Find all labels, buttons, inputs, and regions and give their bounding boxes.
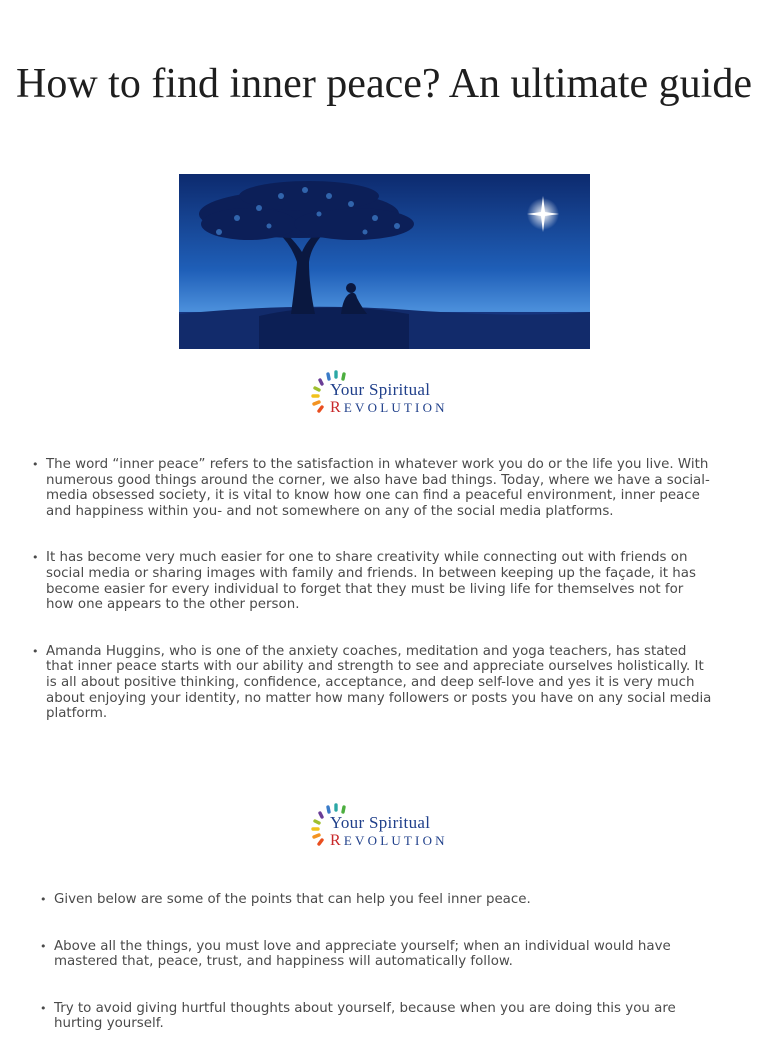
list-item: • Amanda Huggins, who is one of the anxiety coaches, meditation and yoga teachers, has stated that inner peace starts with our ability and strength to see and appreciate ourselves holistically. It is all about positive thinking, confidence, acceptance, and deep self-love and yes it is very much about enjoying your identity, no matter how many followers or posts you have on any social media platform. (32, 643, 712, 722)
bullet-text: Amanda Huggins, who is one of the anxiety coaches, meditation and yoga teachers, has stated that inner peace starts with our ability and strength to see and appreciate ourselves holistically. It is all about positive thinking, confidence, acceptance, and deep self-love and yes it is very much about enjoying your identity, no matter how many followers or posts you have on any social media platform. (46, 643, 712, 722)
bullet-text: The word “inner peace” refers to the satisfaction in whatever work you do or the life you live. With numerous good things around the corner, we also have bad things. Today, where we have a social-media obsessed society, it is vital to know how one can find a peaceful environment, inner peace and happiness within you- and not somewhere on any of the social media platforms. (46, 457, 710, 519)
bullet-text: It has become very much easier for one to share creativity while connecting out with friends on social media or sharing images with family and friends. In between keeping up the façade, it has become easier for every individual to forget that they must be living life for themselves not for how one appears to the other person. (46, 550, 696, 613)
logo-line-2: REVOLUTION (330, 399, 448, 416)
intro-bullet-list (32, 457, 714, 753)
list-item: • The word “inner peace” refers to the satisfaction in whatever work you do or the life you live. With numerous good things around the corner, we also have bad things. Today, where we have a social-media obsessed society, it is vital to know how one can find a peaceful environment, inner peace and happiness within you- and not somewhere on any of the social media platforms. (32, 457, 710, 519)
bullet-text: Above all the things, you must love and appreciate yourself; when an individual would have mastered that, peace, trust, and happiness will automatically follow. (54, 938, 671, 970)
list-item: • It has become very much easier for one to share creativity while connecting out with friends on social media or sharing images with family and friends. In between keeping up the façade, it has become easier for every individual to forget that they must be living life for themselves not for how one appears to the other person. (32, 550, 696, 613)
logo-line-2: REVOLUTION (330, 832, 448, 849)
bullet-text: Try to avoid giving hurtful thoughts about yourself, because when you are doing this you are hurting yourself. (54, 1000, 676, 1032)
list-item: • Try to avoid giving hurtful thoughts about yourself, because when you are doing this you are hurting yourself. (40, 1000, 676, 1032)
bullet-text: Given below are some of the points that can help you feel inner peace. (54, 892, 531, 907)
page-title: How to find inner peace? An ultimate guide (16, 61, 752, 107)
logo-line-1: Your Spiritual (330, 813, 431, 832)
tips-bullet-list (40, 892, 714, 1063)
your-spiritual-revolution-logo (310, 801, 470, 857)
meditation-tree-image (179, 174, 590, 349)
list-item: • Given below are some of the points that can help you feel inner peace. (40, 892, 531, 907)
list-item: • Above all the things, you must love and appreciate yourself; when an individual would have mastered that, peace, trust, and happiness will automatically follow. (40, 938, 671, 970)
logo-line-1: Your Spiritual (330, 380, 431, 399)
your-spiritual-revolution-logo (310, 368, 470, 424)
